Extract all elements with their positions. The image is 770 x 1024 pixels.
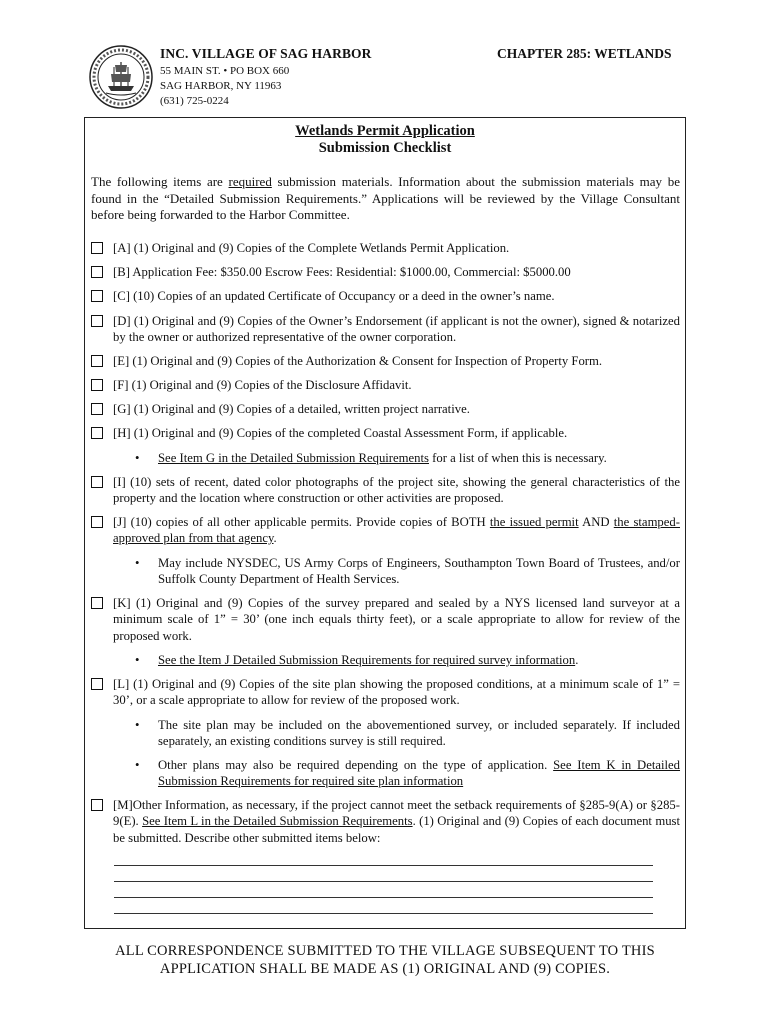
checkbox-b[interactable] [91,266,103,278]
item-i-text: [I] (10) sets of recent, dated color photographs of the project site, showing the general characteristics of the property and the location where construction or other activities are proposed. [113,475,680,506]
checklist-item-m [91,797,680,846]
intro-text-rest: submission materials. Information about the submission materials may be found in the “Detailed Submission Requirements.” Applications will be reviewed by the Village Consultant before being forwarded to the Harbor Committee. [91,174,680,222]
item-m-text-pre: [M]Other Information, as necessary, if the project cannot meet the setback requirements of §285-9(A) or §285-9(E). [113,798,680,829]
organization-name: INC. VILLAGE OF SAG HARBOR [160,46,372,61]
item-k-note-text [158,652,680,668]
phone-line: (631) 725-0224 [160,94,229,107]
item-e-text: [E] (1) Original and (9) Copies of the Authorization & Consent for Inspection of Property Form. [113,354,603,368]
checklist-item-f [91,377,680,393]
checklist-item-i [91,474,680,507]
checklist-item-l [91,676,680,709]
checklist-item-h [91,425,680,441]
item-j-text-mid: AND [578,515,614,529]
item-m-text-post: . (1) Original and (9) Copies of each document must be submitted. Describe other submitted items below: [113,814,680,845]
checkbox-j[interactable] [91,516,103,528]
checkbox-f[interactable] [91,379,103,391]
item-h-note-link[interactable]: See Item G in the Detailed Submission Requirements [158,451,429,465]
item-k-text: [K] (1) Original and (9) Copies of the survey prepared and sealed by a NYS licensed land surveyor at a minimum scale of 1” = 30’ (one inch equals thirty feet), or a scale appropriate to allow for review of the proposed work. [113,596,680,643]
item-l-note-1-text: The site plan may be included on the abovementioned survey, or included separately. If included separately, an existing conditions survey is still required. [158,718,680,749]
item-h-note-text [158,450,680,466]
footer-line-1: ALL CORRESPONDENCE SUBMITTED TO THE VILLAGE SUBSEQUENT TO THIS [115,943,655,959]
bullet: • [135,556,140,570]
checklist-item-a [91,240,680,256]
item-l-note-1 [135,717,680,750]
intro-text: The following items are [91,174,229,189]
item-l-note-2-pre: Other plans may also be required depending on the type of application. [158,758,554,772]
address-line: 55 MAIN ST. • PO BOX 660 [160,65,290,77]
item-j-issued-permit: the issued permit [489,515,579,529]
item-a-text: [A] (1) Original and (9) Copies of the Complete Wetlands Permit Application. [113,241,510,255]
item-j-note-text: May include NYSDEC, US Army Corps of Engineers, Southampton Town Board of Trustees, and/or Suffolk County Department of Health Services. [158,556,680,587]
checklist-item-j [91,514,680,547]
other-items-line-2[interactable] [114,881,653,882]
bullet: • [135,718,140,732]
checklist-item-b [91,264,680,280]
item-l-text: [L] (1) Original and (9) Copies of the site plan showing the proposed conditions, at a minimum scale of 1” = 30’, or a scale appropriate to allow for review of the proposed work. [113,677,680,708]
village-seal-logo [88,44,154,110]
checklist-item-e [91,353,680,369]
form-subtitle: Submission Checklist [318,140,452,156]
checklist-item-k [91,595,680,644]
item-m-link[interactable]: See Item L in the Detailed Submission Requirements [142,814,413,829]
item-b-text: [B] Application Fee: $350.00 Escrow Fees: Residential: $1000.00, Commercial: $5000.00 [113,265,571,279]
checkbox-h[interactable] [91,427,103,439]
checkbox-l[interactable] [91,678,103,690]
item-j-text [113,514,680,547]
item-h-note-rest: for a list of when this is necessary. [428,451,607,465]
other-items-line-4[interactable] [114,913,653,914]
item-c-text: [C] (10) Copies of an updated Certificate of Occupancy or a deed in the owner’s name. [113,289,555,303]
checkbox-e[interactable] [91,355,103,367]
intro-required: required [228,174,272,189]
checkbox-k[interactable] [91,597,103,609]
item-l-note-2-link[interactable]: See Item K in Detailed Submission Requirements for required site plan information [158,758,681,789]
checkbox-a[interactable] [91,242,103,254]
footer-notice [60,942,710,978]
footer-line-2: APPLICATION SHALL BE MADE AS (1) ORIGINAL AND (9) COPIES. [159,961,611,977]
item-l-note-2-text [158,757,680,790]
item-d-text: [D] (1) Original and (9) Copies of the Owner’s Endorsement (if applicant is not the owner), signed & notarized by the owner or authorized representative of the owner corporation. [113,314,680,345]
checklist-item-c [91,288,680,304]
checkbox-g[interactable] [91,403,103,415]
checkbox-c[interactable] [91,290,103,302]
item-j-note [135,555,680,588]
other-items-line-3[interactable] [114,897,653,898]
item-h-text: [H] (1) Original and (9) Copies of the completed Coastal Assessment Form, if applicable. [113,426,568,440]
other-items-line-1[interactable] [114,865,653,866]
bullet: • [135,653,140,667]
item-k-note-end: . [575,653,579,667]
item-j-text-pre: [J] (10) copies of all other applicable permits. Provide copies of BOTH [113,515,490,529]
item-l-note-2 [135,757,680,790]
item-h-note [135,450,680,466]
intro-paragraph [91,174,680,224]
checklist-item-g [91,401,680,417]
form-title [84,123,686,140]
form-title-text: Wetlands Permit Application [295,123,475,139]
checkbox-m[interactable] [91,799,103,811]
checklist-item-d [91,313,680,346]
item-k-note [135,652,680,668]
item-j-stamped-plan: the stamped-approved plan from that agency [113,515,680,546]
address-block [160,64,289,108]
item-j-text-end: . [273,531,277,546]
item-m-text [113,797,680,846]
item-k-note-link[interactable]: See the Item J Detailed Submission Requirements for required survey information [158,653,576,667]
item-g-text: [G] (1) Original and (9) Copies of a detailed, written project narrative. [113,402,470,416]
bullet: • [135,451,140,465]
bullet: • [135,758,140,772]
address-line: SAG HARBOR, NY 11963 [160,79,282,92]
item-f-text: [F] (1) Original and (9) Copies of the Disclosure Affidavit. [113,378,412,392]
checkbox-i[interactable] [91,476,103,488]
chapter-title: CHAPTER 285: WETLANDS [497,46,672,61]
checkbox-d[interactable] [91,315,103,327]
